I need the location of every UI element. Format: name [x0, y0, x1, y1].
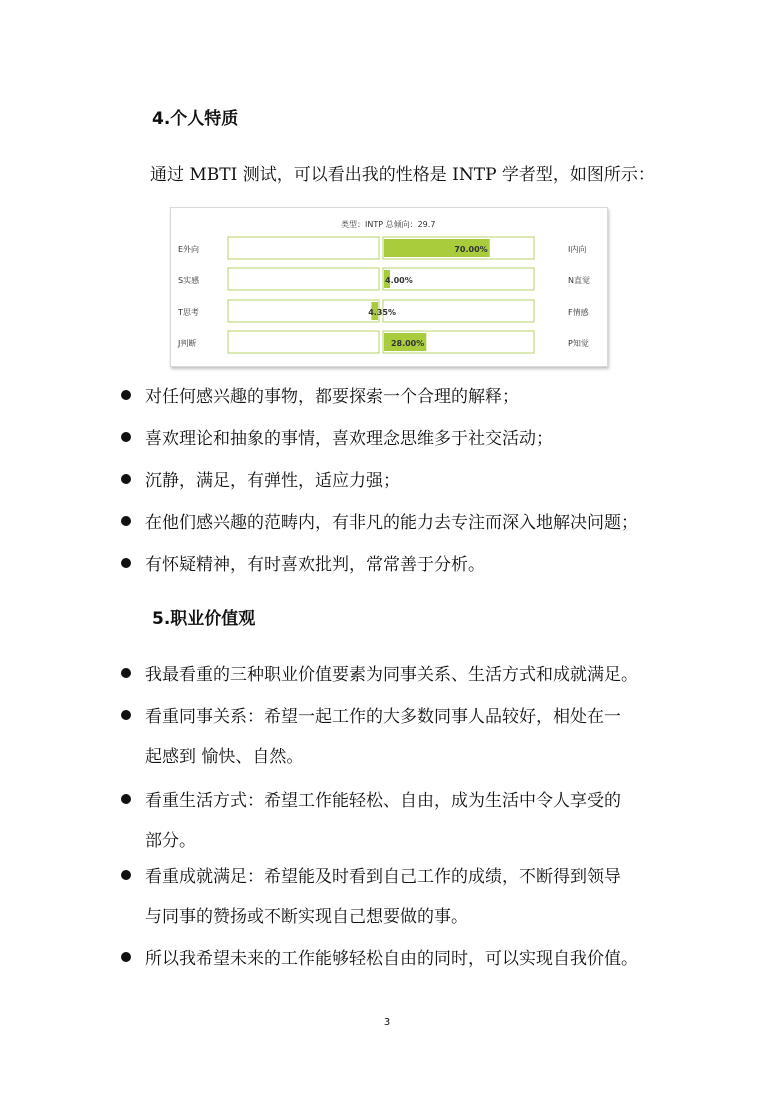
bullet-icon: [121, 710, 131, 720]
section-4-heading: 4.个人特质: [152, 109, 239, 129]
value-item-line: 看重生活方式：希望工作能轻松、自由，成为生活中令人享受的: [145, 791, 621, 811]
chart-right-label: N直觉: [568, 276, 590, 285]
bullet-icon: [121, 390, 131, 400]
chart-left-label: T思考: [178, 308, 199, 317]
chart-value-label: 4.00%: [385, 276, 413, 285]
chart-right-label: F情感: [568, 308, 589, 317]
bullet-icon: [121, 558, 131, 568]
left-track: [228, 300, 379, 322]
trait-item: 喜欢理论和抽象的事情，喜欢理念思维多于社交活动；: [145, 429, 553, 449]
value-item-line: 起感到 愉快、自然。: [145, 747, 304, 767]
value-item-line: 看重成就满足：希望能及时看到自己工作的成绩，不断得到领导: [145, 867, 621, 887]
chart-right-label: I内向: [568, 245, 587, 254]
trait-item: 有怀疑精神，有时喜欢批判，常常善于分析。: [145, 555, 485, 575]
value-item-line: 所以我希望未来的工作能够轻松自由的同时，可以实现自我价值。: [145, 949, 638, 969]
chart-left-label: J判断: [178, 339, 197, 348]
section-5-heading: 5.职业价值观: [152, 609, 256, 629]
chart-left-label: S实感: [178, 276, 200, 285]
value-item-line: 看重同事关系：希望一起工作的大多数同事人品较好，相处在一: [145, 707, 621, 727]
value-item-line: 与同事的赞扬或不断实现自己想要做的事。: [145, 907, 468, 927]
value-item-line: 我最看重的三种职业价值要素为同事关系、生活方式和成就满足。: [145, 665, 638, 685]
left-track: [228, 268, 379, 290]
chart-row: [178, 268, 590, 290]
value-item-line: 部分。: [145, 831, 196, 851]
left-track: [228, 331, 379, 353]
bullet-icon: [121, 516, 131, 526]
bullet-icon: [121, 794, 131, 804]
right-track: [383, 300, 534, 322]
trait-item: 沉静，满足，有弹性，适应力强；: [145, 471, 400, 491]
chart-row: [178, 237, 586, 259]
chart-value-label: 28.00%: [390, 339, 425, 348]
left-track: [228, 237, 379, 259]
chart-value-label: 70.00%: [454, 245, 488, 254]
mbti-chart: [170, 207, 606, 365]
chart-row: [177, 331, 589, 353]
bullet-icon: [121, 432, 131, 442]
bullet-icon: [121, 474, 131, 484]
chart-value-label: 4.35%: [368, 308, 396, 317]
bullet-icon: [121, 668, 131, 678]
chart-row: [177, 300, 589, 322]
chart-left-label: E外向: [178, 245, 200, 254]
trait-item: 在他们感兴趣的范畴内，有非凡的能力去专注而深入地解决问题；: [145, 513, 638, 533]
mbti-intro-paragraph: 通过 MBTI 测试，可以看出我的性格是 INTP 学者型，如图所示：: [150, 165, 655, 185]
chart-right-label: P知觉: [568, 339, 589, 348]
bullet-icon: [121, 952, 131, 962]
trait-item: 对任何感兴趣的事物，都要探索一个合理的解释；: [145, 387, 519, 407]
bullet-icon: [121, 870, 131, 880]
page-number: 3: [383, 1017, 391, 1028]
mbti-chart-title: 类型：INTP 总倾向：29.7: [341, 220, 436, 229]
